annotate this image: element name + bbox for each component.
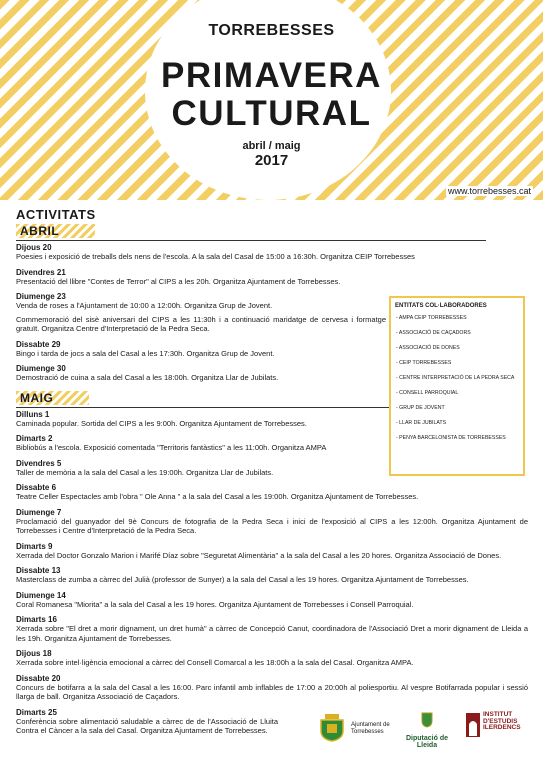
- institut-arch-icon: [465, 712, 481, 738]
- event-text: Teatre Celler Espectacles amb l'obra " Ole Anna " a la sala del Casal a les 19:00h. Organitza Ajuntament de Torrebesses.: [16, 492, 419, 501]
- entities-title: ENTITATS COL·LABORADORES: [395, 303, 487, 309]
- event-date: Diumenge 23: [16, 292, 66, 301]
- event-text: Commemoració del sisè aniversari del CIPS a les 11:30h i a continuació maridatge de cervesa i formatge gratuït. Organitza Centre d'Interpretació de la Pedra Seca.: [16, 314, 386, 333]
- institut-name-line1: INSTITUT: [483, 711, 513, 718]
- event-item: [16, 292, 386, 311]
- event-text: Presentació del llibre "Contes de Terror" al CIPS a les 20h. Organitza Ajuntament de Torrebesses.: [16, 276, 341, 286]
- event-date: Dimarts 16: [16, 615, 57, 624]
- event-item: [16, 708, 278, 736]
- title-line-2: CULTURAL: [171, 94, 372, 133]
- event-text: Poesies i exposició de treballs dels nens de l'escola. A la sala del Casal de 15:00 a 16:30h. Organitza CEIP Torrebesses: [16, 252, 415, 261]
- event-date: Dissabte 6: [16, 483, 57, 492]
- institut-logo: [465, 712, 535, 738]
- event-item: [16, 566, 528, 585]
- event-text: Concurs de botifarra a la sala del Casal a les 16:00. Parc infantil amb inflables de 17:00 a 20:00h al poliesportiu. Al vespre Botifarrada popular i sessió llarga de ball. Organitza Associació de Caçadors.: [16, 682, 528, 701]
- event-item: [16, 315, 386, 334]
- ajuntament-logo: [315, 712, 390, 742]
- entity-item: - LLAR DE JUBILATS: [396, 420, 447, 426]
- event-item: [16, 434, 386, 453]
- event-date: Dijous 20: [16, 243, 52, 252]
- entity-item: - AMPA CEIP TORREBESSES: [396, 315, 467, 321]
- diputacio-name: Diputació de Lleida: [405, 735, 448, 749]
- activities-title: ACTIVITATS: [16, 207, 96, 222]
- title-line-1: PRIMAVERA: [161, 56, 382, 95]
- event-item: [16, 243, 415, 262]
- event-item: [16, 268, 386, 287]
- event-date: Dilluns 1: [16, 409, 50, 419]
- sponsor-logos: [315, 712, 535, 764]
- header-banner: [0, 0, 543, 200]
- event-text: Masterclass de zumba a càrrec del Julià (professor de Sunyer) a la sala del Casal a les 19 hores. Organitza Ajuntament de Torrebesses.: [16, 575, 469, 584]
- event-item: [16, 615, 528, 643]
- event-date: Dissabte 20: [16, 673, 61, 683]
- event-text: Coral Romanesa "Miorita" a la sala del Casal a les 19 hores. Organitza Ajuntament de Torrebesses i Consell Parroquial.: [16, 599, 414, 609]
- event-text: Venda de roses a l'Ajuntament de 10:00 a 12:00h. Organitza Grup de Jovent.: [16, 301, 273, 310]
- event-text: Proclamació del guanyador del 9è Concurs de fotografia de la Pedra Seca i inici de l'exposició al CIPS a les 12:00h. Organitza Ajuntament de Torrebesses i Centre d'Interpretació de la Pedra Seca.: [16, 516, 528, 535]
- event-text: Xerrada sobre intel·ligència emocional a càrrec del Consell Comarcal a les 18:00h a la sala del Casal. Organitza AMPA.: [16, 658, 414, 667]
- ajuntament-name: Ajuntament de Torrebesses: [351, 722, 390, 735]
- event-item: [16, 364, 386, 383]
- event-item: [16, 591, 528, 610]
- year: 2017: [254, 152, 289, 169]
- event-date: Dimarts 25: [16, 707, 57, 717]
- month-label-april: ABRIL: [16, 224, 95, 238]
- event-date: Diumenge 7: [16, 507, 62, 517]
- event-date: Divendres 5: [16, 458, 62, 468]
- divider: [16, 240, 486, 241]
- event-text: Xerrada sobre "El dret a morir dignament, un dret humà" a càrrec de Concepció Canut, coordinadora de l'Associació Dret a morir dignament de Lleida a les 19h. Organitza Ajuntament de Torrebesses.: [16, 624, 528, 643]
- website-link[interactable]: www.torrebesses.cat: [447, 186, 531, 196]
- event-text: Bingo i tarda de jocs a sala del Casal a les 17:30h. Organitza Grup de Jovent.: [16, 348, 275, 358]
- diputacio-shield-icon: [421, 712, 433, 728]
- event-date: Diumenge 30: [16, 364, 66, 373]
- town-name: TORREBESSES: [208, 22, 335, 39]
- entity-item: - ASSOCIACIÓ DE DONES: [396, 345, 460, 351]
- entity-item: - PENYA BARCELONISTA DE TORREBESSES: [396, 435, 506, 441]
- entity-item: - ASSOCIACIÓ DE CAÇADORS: [396, 330, 471, 336]
- event-date: Divendres 21: [16, 267, 66, 277]
- entity-item: - CEIP TORREBESSES: [396, 360, 452, 366]
- event-date: Dimarts 2: [16, 434, 53, 443]
- event-item: [16, 508, 528, 536]
- event-text: Demostració de cuina a sala del Casal a les 18:00h. Organitza Llar de Jubilats.: [16, 373, 279, 382]
- event-item: [16, 649, 528, 668]
- event-text: Xerrada del Doctor Gonzalo Marion i Marifé Díaz sobre "Seguretat Alimentària" a la sala del Casal a les 20 hores. Organitza Associació de Dones.: [16, 550, 502, 560]
- coat-of-arms-icon: [315, 712, 349, 742]
- institut-name-line2: D'ESTUDIS: [483, 717, 518, 725]
- event-text: Bibliobús a l'escola. Exposició comentada "Territoris fantàstics" a les 11:00h. Organitza AMPA: [16, 443, 327, 452]
- entity-item: - GRUP DE JOVENT: [396, 405, 445, 411]
- event-item: [16, 483, 528, 502]
- event-item: [16, 410, 386, 429]
- entity-item: - CENTRE INTERPRETACIÓ DE LA PEDRA SECA: [396, 375, 515, 381]
- event-text: Conferència sobre alimentació saludable a càrrec de de l'Associació de Lluita Contra el Càncer a la sala del Casal. Organitza Ajuntament de Torrebesses.: [16, 716, 278, 735]
- event-text: Taller de memòria a la sala del Casal a les 19:00h. Organitza Llar de Jubilats.: [16, 467, 274, 477]
- entity-item: - CONSELL PARROQUIAL: [396, 390, 459, 396]
- event-date: Dimarts 9: [16, 541, 53, 551]
- diputacio-logo: [395, 712, 459, 749]
- event-item: [16, 674, 528, 702]
- month-label-may: MAIG: [16, 391, 89, 405]
- partner-entities-box: [389, 296, 525, 476]
- event-date: Diumenge 14: [16, 590, 66, 600]
- event-text: Caminada popular. Sortida del CIPS a les 9:00h. Organitza Ajuntament de Torrebesses.: [16, 418, 307, 428]
- event-date: Dissabte 13: [16, 566, 61, 575]
- event-date: Dijous 18: [16, 649, 52, 658]
- event-date: Dissabte 29: [16, 339, 61, 349]
- event-item: [16, 542, 528, 561]
- date-range: abril / maig: [242, 140, 301, 152]
- institut-name-line3: ILERDENCS: [483, 724, 521, 731]
- event-item: [16, 340, 386, 359]
